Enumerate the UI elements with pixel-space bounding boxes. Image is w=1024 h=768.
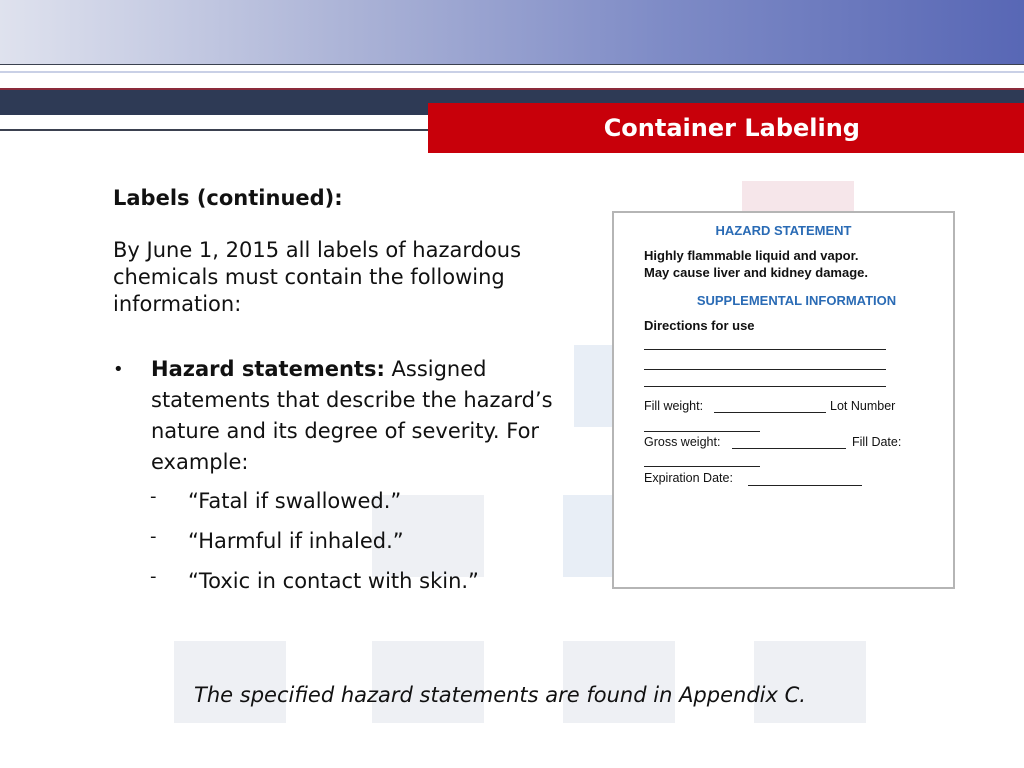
label-blank-line: [644, 349, 886, 350]
label-hazard-heading: HAZARD STATEMENT: [715, 223, 852, 238]
label-supplemental-heading: SUPPLEMENTAL INFORMATION: [696, 293, 897, 308]
header-rule-light: [0, 71, 1024, 73]
header-rule: [0, 64, 1024, 65]
header-lower-rule: [0, 129, 430, 131]
label-directions: Directions for use: [644, 318, 755, 333]
header-gradient-band: [0, 0, 1024, 64]
bullet-description: Assigned statements that describe the hazard’s nature and its degree of severity. For example:: [151, 357, 553, 474]
label-hazard-line: May cause liver and kidney damage.: [644, 265, 868, 280]
slide-body: [113, 183, 613, 318]
example-text: “Toxic in contact with skin.”: [188, 569, 479, 593]
sample-label-image: [612, 211, 955, 589]
label-blank-line: [644, 369, 886, 370]
background-square: [563, 495, 613, 577]
bullet-text: [151, 354, 611, 478]
title-bar: [428, 103, 1024, 153]
label-blank-line: [644, 431, 760, 432]
footnote: The specified hazard statements are found in Appendix C.: [194, 683, 806, 707]
example-marker: -: [150, 486, 157, 507]
label-blank-line: [748, 485, 862, 486]
label-blank-line: [732, 448, 846, 449]
label-fill-date: Fill Date:: [852, 435, 902, 449]
label-gross-weight: Gross weight:: [644, 435, 721, 449]
slide-title: Container Labeling: [603, 114, 860, 142]
label-blank-line: [644, 386, 886, 387]
background-square: [754, 641, 866, 723]
background-square: [174, 641, 286, 723]
example-text: “Harmful if inhaled.”: [188, 529, 404, 553]
label-hazard-line: Highly flammable liquid and vapor.: [644, 248, 859, 263]
bullet-marker: •: [113, 359, 124, 380]
background-square: [563, 641, 675, 723]
intro-paragraph: By June 1, 2015 all labels of hazardous chemicals must contain the following information:: [113, 238, 522, 316]
label-lot-number: Lot Number: [830, 399, 896, 413]
example-marker: -: [150, 526, 157, 547]
label-fill-weight: Fill weight:: [644, 399, 704, 413]
subheading: Labels (continued):: [113, 186, 343, 210]
background-square: [372, 641, 484, 723]
label-blank-line: [644, 466, 760, 467]
bullet-bold-label: Hazard statements:: [151, 357, 385, 381]
label-blank-line: [714, 412, 826, 413]
label-expiration-date: Expiration Date:: [644, 471, 733, 485]
header-accent-line: [0, 88, 1024, 90]
example-marker: -: [150, 566, 157, 587]
example-text: “Fatal if swallowed.”: [188, 489, 402, 513]
